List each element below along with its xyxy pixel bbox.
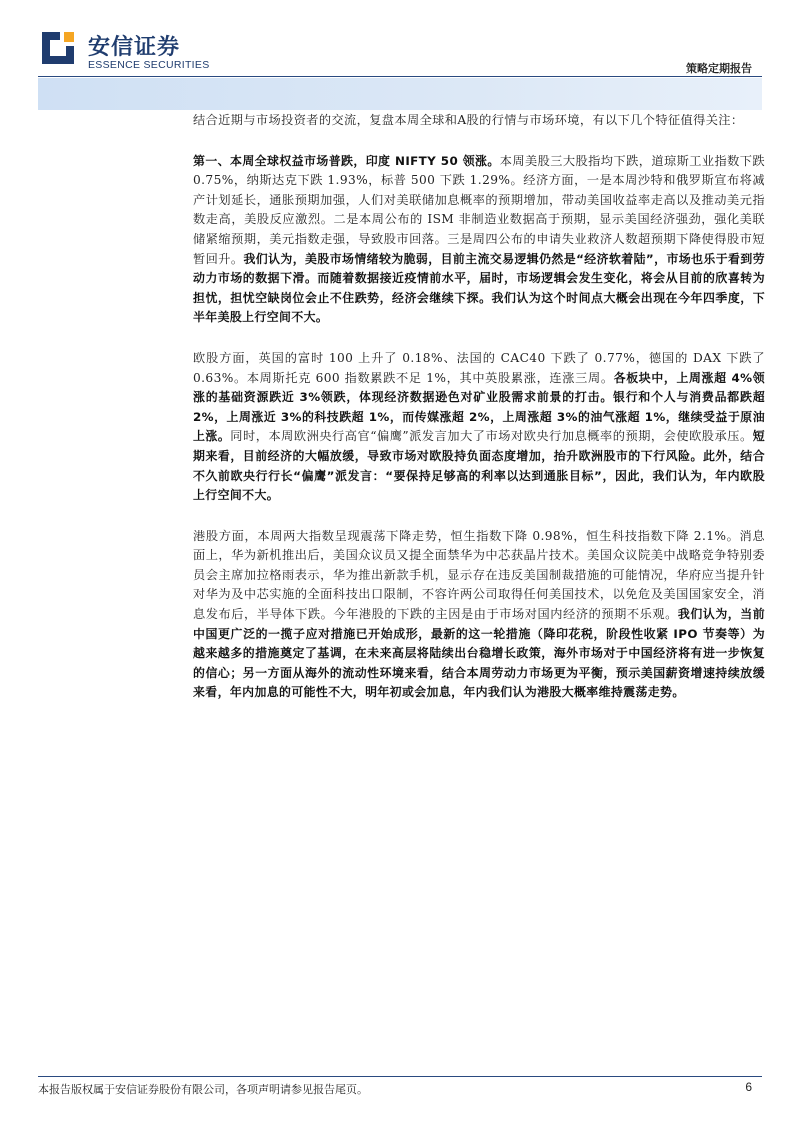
emphasis-text: 我们认为，当前中国更广泛的一揽子应对措施已开始成形，最新的这一轮措施（降印花税，阶段性收紧 IPO 节奏等）为越来越多的措施奠定了基调，在未来高层将陆续出台稳增长政策，海外市场对于中国经济将有进一步恢复的信心；另一方面从海外的流动性环境来看，结合本周劳动力市场更为平衡，预示美国薪资增速持续放缓来看，年内加息的可能性不大，明年初或会加息，年内我们认为港股大概率维持震荡走势。 xyxy=(193,607,765,700)
brand-name-cn: 安信证券 xyxy=(88,35,181,60)
emphasis-text: 我们认为，美股市场情绪较为脆弱，目前主流交易逻辑仍然是“经济软着陆”，市场也乐于看到劳动力市场的数据下滑。而随着数据接近疫情前水平，届时，市场逻辑会发生变化，将会从目前的欣喜转为担忧，担忧空缺岗位会止不住跌势，经济会继续下探。我们认为这个时间点大概会出现在今年四季度，下半年美股上行空间不大。 xyxy=(193,251,765,325)
europe-market-paragraph xyxy=(193,349,765,506)
brand-name-en: ESSENCE SECURITIES xyxy=(88,59,210,71)
emphasis-text: 各板块中，上周涨超 4%领涨的基础资源跌近 3%领跌，体现经济数据逊色对矿业股需求前景的打击。银行和个人与消费品都跌超 2%，上周涨近 3%的科技跌超 1%，而传媒涨超 2%，上周涨超 3%的油气涨超 1%，继续受益于原油上涨。 xyxy=(193,370,766,444)
footer-divider xyxy=(38,1076,762,1077)
body-text: 本周美股三大股指均下跌，道琼斯工业指数下跌 0.75%，纳斯达克下跌 1.93%，标普 500 下跌 1.29%。经济方面，一是本周沙特和俄罗斯宣布将减产计划延长，通胀预期加强，人们对美联储加息概率的预期增加，带动美国收益率走高以及推动美元指数走高，美股反应激烈。二是本周公布的 ISM 非制造业数据高于预期，显示美国经济强劲，强化美联储紧缩预期，美元指数走强，导致股市回落。三是周四公布的申请失业救济人数超预期下降使得股市短暂回升。 xyxy=(193,153,765,266)
report-body xyxy=(193,111,765,724)
hk-market-paragraph xyxy=(193,527,765,703)
copyright-disclaimer: 本报告版权属于安信证券股份有限公司，各项声明请参见报告尾页。 xyxy=(38,1083,368,1096)
essence-logo-icon xyxy=(38,28,78,68)
body-text: 港股方面，本周两大指数呈现震荡下降走势，恒生指数下降 0.98%，恒生科技指数下降 2.1%。消息面上，华为新机推出后，美国众议员又提全面禁华为中芯获晶片技术。美国众议院美中战略竞争特别委员会主席加拉格雨表示，华为推出新款手机，显示存在违反美国制裁措施的可能情况，华府应当提升针对华为及中芯实施的全面科技出口限制，不容许两公司取得任何美国技术，以免危及美国国家安全，消息发布后，半导体下跌。今年港股的下跌的主因是由于市场对国内经济的预期不乐观。 xyxy=(193,528,765,622)
body-text: 欧股方面，英国的富时 100 上升了 0.18%、法国的 CAC40 下跌了 0.77%，德国的 DAX 下跌了 0.63%。本周斯托克 600 指数累跌不足 1%，其中英股累涨，连涨三周。 xyxy=(193,350,765,385)
header-divider xyxy=(38,76,762,77)
report-type-label: 策略定期报告 xyxy=(686,62,752,75)
intro-paragraph: 结合近期与市场投资者的交流，复盘本周全球和A股的行情与市场环境，有以下几个特征值得关注： xyxy=(193,113,744,127)
header-band xyxy=(38,78,762,110)
emphasis-text: 短期来看，目前经济的大幅放缓，导致市场对欧股持负面态度增加，抬升欧洲股市的下行风险。此外，结合不久前欧央行行长“偏鹰”派发言：“要保持足够高的利率以达到通胀目标”，因此，我们认为，年内欧股上行空间不大。 xyxy=(193,429,765,503)
page-number: 6 xyxy=(745,1080,752,1094)
us-market-paragraph xyxy=(193,152,765,328)
emphasis-text: 第一、本周全球权益市场普跌，印度 NIFTY 50 领涨。 xyxy=(193,153,500,168)
body-text: 同时，本周欧洲央行高官“偏鹰”派发言加大了市场对欧央行加息概率的预期，会使欧股承压。 xyxy=(230,429,753,444)
